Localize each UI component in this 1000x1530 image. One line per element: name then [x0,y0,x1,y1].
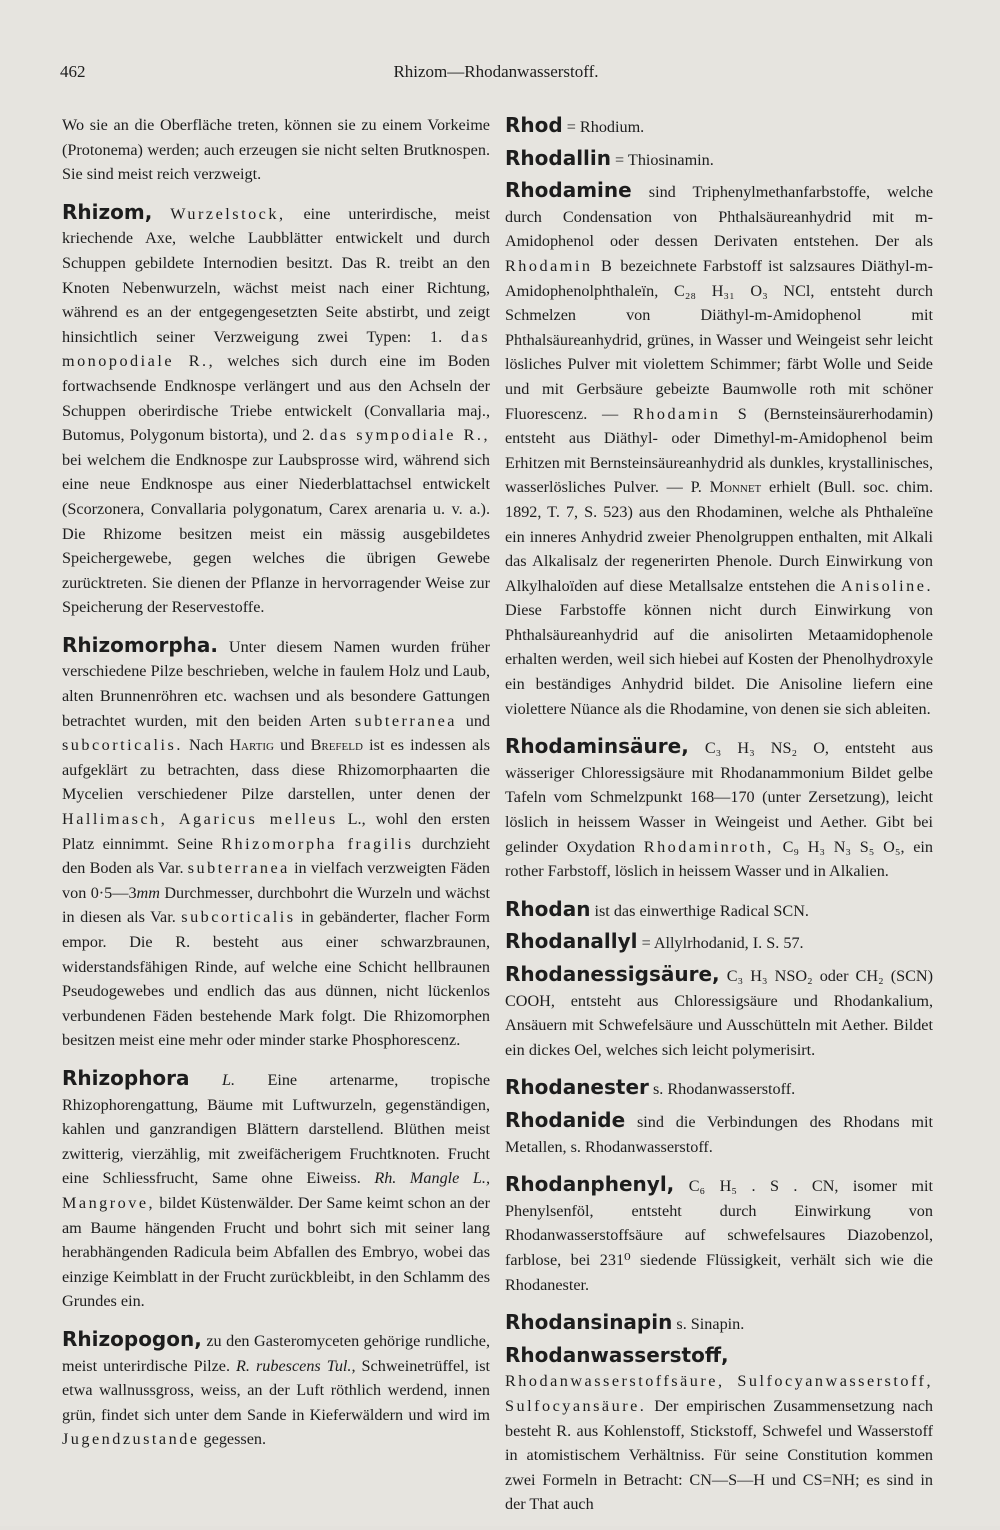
headword-rhodaminsaeure: Rhodaminsäure, [505,734,689,759]
text: bei welchem die Endknospe zur Laubsprosse wird, während sich eine neue Endknospe aus einer Niederblattachsel entwickelt (Scorzonera, Convallaria polygonatum, Carex arenaria u. v. a.). Die Rhizome besitzen meist ein mässig ausgebildetes Speichergewebe, gegen welches die übrigen Gewebe zurücktreten. Sie dienen der Pflanze in hervorragender Weise zur Speicherung der Reservestoffe. [62,450,490,617]
entry-rhodanessigsaeure [505,962,933,1062]
text: subcorticalis. [62,736,183,755]
unit: mm [136,883,160,902]
text: C₆ H₅ . S . CN, isomer mit Phenylsenföl, entsteht durch Einwirkung von Rhodanwasserstoffsäure auf schwefelsaures Diazobenzol, farblose, bei 231⁰ siedende Flüssigkeit, verhält sich wie die Rhodanester. [505,1177,933,1294]
text: Jugendzustande [62,1430,200,1449]
text: Wurzelstock, [170,204,286,223]
text: das monopodiale R., [62,327,490,371]
species-name: R. rubescens Tul., [236,1356,356,1375]
text: sind Triphenylmethanfarbstoffe, welche durch Condensation von Phthalsäureanhydrid mit m-Amidophenol oder dessen Derivaten entstehen. Der als [505,183,933,251]
text: welches sich durch eine im Boden fortwachsende Endknospe verlängert und aus den Achseln der Schuppen oberirdische Triebe entwickelt (Convallaria maj., Butomus, Polygonum bistorta), und 2. [62,352,490,445]
entry-rhodanwasserstoff [505,1343,933,1517]
headword-rhod: Rhod [505,113,563,137]
text: subcorticalis [181,908,296,927]
text: Durchmesser, durchbohrt die Wurzeln und wächst in diesen als Var. [62,883,490,927]
text: ist es indessen als aufgeklärt zu betrachten, dass diese Rhizomorphaarten die Mycelien verschiedener Pilze darstellen, unter denen der [62,736,491,804]
page-header [60,62,932,86]
entry-rhodallin [505,146,933,173]
entry-rhodanester [505,1075,933,1102]
text: bezeichnete Farbstoff ist salzsaures Diäthyl-m-Amidophenolphthaleïn, C₂₈ H₃₁ O₃ NCl, entsteht durch Schmelzen von Diäthyl-m-Amidophenol mit Phthalsäureanhydrid, grünes, in Wasser und Weingeist sehr leicht lösliches Pulver mit violettem Schimmer; färbt Wolle und Seide und mit Gerbsäure gebeizte Baumwolle roth mit schöner Fluorescenz. — [505,256,933,423]
entry-rhodan [505,897,933,924]
text: Rhodamin S [633,404,750,423]
headword-rhodanide: Rhodanide [505,1107,626,1132]
entry-rhodansinapin [505,1310,933,1337]
text: C₃ H₃ NSO₂ oder CH₂ (SCN) COOH, entsteht aus Chloressigsäure und Rhodankalium, Ansäuern mit Schwefelsäure und Ausschütteln mit Aether. Bildet ein dickes Oel, welches sich leicht polymerisirt. [505,967,934,1059]
text: s. Sinapin. [676,1315,745,1334]
headword-rhizophora: Rhizophora [62,1065,190,1090]
text: das sympodiale R., [319,426,490,445]
text: und [280,736,305,755]
headword-rhizopogon: Rhizopogon, [62,1326,202,1351]
entry-rhizopogon [62,1327,490,1452]
text: erhielt (Bull. soc. chim. 1892, T. 7, S. 523) aus den Rhodaminen, welche als Phthaleïne ein inneres Anhydrid zweier Phenolgruppen enthalten, mit Alkali das Alkalisalz der regenerirten Phenole. Durch Einwirkung von Alkylhaloïden auf diese Metallsalze entstehen die [505,478,934,595]
headword-rhodallin: Rhodallin [505,145,611,170]
text: Rhizomorpha fragilis [221,834,414,853]
author-name: Hartig [229,736,274,755]
right-column [505,113,933,1530]
author-abbrev: L. [221,1070,236,1089]
text: = Thiosinamin. [615,150,714,169]
text: Eine artenarme, tropische Rhizophorengattung, Bäume mit Luftwurzeln, gegenständigen, kahlen und ganzrandigen Blättern darstellend. Blüthen meist zwitterig, vierzählig, mit zweifächerigem Fruchtknoten. Frucht eine Schliessfrucht, Same ohne Eiweiss. [62,1070,491,1188]
text: und [465,711,490,730]
headword-rhizomorpha: Rhizomorpha. [62,632,218,657]
continuation-paragraph [62,113,490,187]
text: Rhodaminroth, [643,837,774,856]
entry-rhodamine [505,178,933,721]
text: = Allylrhodanid, I. S. 57. [641,934,804,953]
author-name: Brefeld [310,736,363,755]
entry-rhodanallyl [505,929,933,956]
text: durchzieht den Boden als Var. [62,834,491,878]
entry-rhodanide [505,1108,933,1159]
text: (Bernsteinsäurerhodamin) entsteht aus Diäthyl- oder Dimethyl-m-Amidophenol beim Erhitzen mit Bernsteinsäureanhydrid als dunkles, krystallinisches, wasserlösliches Pulver. — P. [505,404,934,497]
text: Unter diesem Namen wurden früher verschiedene Pilze beschrieben, welche in faulem Holz und Laub, alten Brunnenröhren etc. wachsen und als besondere Gattungen betrachtet wurden, mit den beiden Arten [62,637,491,730]
running-title: Rhizom—Rhodanwasserstoff. [393,62,599,81]
text: in vielfach verzweigten Fäden von 0·5—3 [62,859,491,902]
page-number: 462 [60,62,86,81]
headword-rhodanessigsaeure: Rhodanessigsäure, [505,962,720,986]
headword-rhodanphenyl: Rhodanphenyl, [505,1172,675,1197]
headword-rhizom: Rhizom, [62,199,153,224]
text: Nach [189,736,224,755]
left-column [62,113,490,1465]
text: Mangrove, [62,1193,156,1212]
text: gegessen. [203,1430,267,1449]
continuation-text: Wo sie an die Oberfläche treten, können sie zu einem Vorkeime (Protonema) werden; auch erzeugen sie nicht selten Brutknospen. Sie sind meist reich verzweigt. [62,116,490,184]
headword-rhodan: Rhodan [505,896,591,921]
entry-rhizophora [62,1066,490,1314]
entry-rhizom [62,200,490,620]
text: ist das einwerthige Radical SCN. [594,901,809,920]
headword-rhodansinapin: Rhodansinapin [505,1310,673,1335]
species-name: Rh. Mangle L., [374,1169,491,1188]
text: Der empirischen Zusammensetzung nach besteht R. aus Kohlenstoff, Stickstoff, Schwefel und Wasserstoff in atomistischem Verhältniss. Für seine Constitution kommen zwei Formeln in Betracht: CN—S—H und CS=NH; es sind in der That auch [505,1396,934,1514]
entry-rhodanphenyl [505,1172,933,1297]
text: s. Rhodanwasserstoff. [652,1080,796,1099]
text: eine unterirdische, meist kriechende Axe, welche Laubblätter entwickelt und durch Schuppen gebildete Internodien besitzt. Das R. treibt an den Knoten Nebenwurzeln, wächst meist nach einer Richtung, während es an der entgegengesetzten Seite abstirbt, und zeigt hinsichtlich seiner Verzweigung zwei Typen: 1. [62,204,491,346]
text: in gebänderter, flacher Form empor. Die R. besteht aus einer schwarzbraunen, widerstandsfähigen Rinde, auf welche eine Schicht hellbraunen Pseudogewebes und endlich das aus dünnen, nicht lückenlos verbundenen Fäden bestehende Mark folgt. Die Rhizomorphen besitzen meist eine mehr oder minder starke Phosphorescenz. [62,908,491,1050]
headword-rhodanwasserstoff: Rhodanwasserstoff, [505,1342,729,1367]
text: bildet Küstenwälder. Der Same keimt schon an der am Baume hängenden Frucht und bohrt sich mit seiner lang herabhängenden Radicula beim Abfallen des Embryo, wobei das einzige Keimblatt in der Frucht zurückbleibt, in den Schlamm des Grundes ein. [62,1193,490,1311]
text: L., wohl den ersten Platz einnimmt. Seine [62,810,490,853]
text: Anisoline. [841,576,933,595]
text: subterranea [187,859,290,878]
text: C₃ H₃ NS₂ O, entsteht aus wässeriger Chloressigsäure mit Rhodanammonium Bildet gelbe Tafeln vom Schmelzpunkt 168—170 (unter Zersetzung), leicht löslich in heissem Wasser in Weingeist und Aether. Gibt bei gelinder Oxydation [505,739,934,856]
headword-rhodanester: Rhodanester [505,1075,649,1100]
text: zu den Gasteromyceten gehörige rundliche, meist unterirdische Pilze. [62,1331,491,1375]
text: Diese Farbstoffe können nicht durch Einwirkung von Phthalsäureanhydrid auf die anisolirten Metaamidophenole erhalten werden, weil sich hiebei auf Kosten der Phenolhydroxyle ein beständiges Anhydrid bildet. Die Anisoline liefern eine violettere Nüance als die Rhodamine, von denen sie sich ableiten. [505,601,933,718]
text: Hallimasch, Agaricus melleus [62,810,338,829]
text: Rhodamin B [505,256,615,275]
text: Schweinetrüffel, ist etwa wallnussgross, weiss, an der Luft röthlich werdend, innen grün, findet sich unter dem Sande in Kieferwäldern und wird im [62,1356,490,1424]
text: = Rhodium. [566,118,645,136]
text: subterranea [354,711,457,730]
author-name: Monnet [709,478,762,497]
text: C₉ H₃ N₃ S₅ O₅, ein rother Farbstoff, löslich in heissem Wasser und in Alkalien. [505,837,933,881]
entry-rhizomorpha [62,633,490,1053]
entry-rhodaminsaeure [505,734,933,884]
headword-rhodamine: Rhodamine [505,178,632,203]
text: Rhodanwasserstoffsäure, Sulfocyanwasserstoff, Sulfocyansäure. [505,1372,933,1415]
entry-rhod [505,113,933,140]
text: sind die Verbindungen des Rhodans mit Metallen, s. Rhodanwasserstoff. [505,1112,933,1156]
headword-rhodanallyl: Rhodanallyl [505,929,638,954]
